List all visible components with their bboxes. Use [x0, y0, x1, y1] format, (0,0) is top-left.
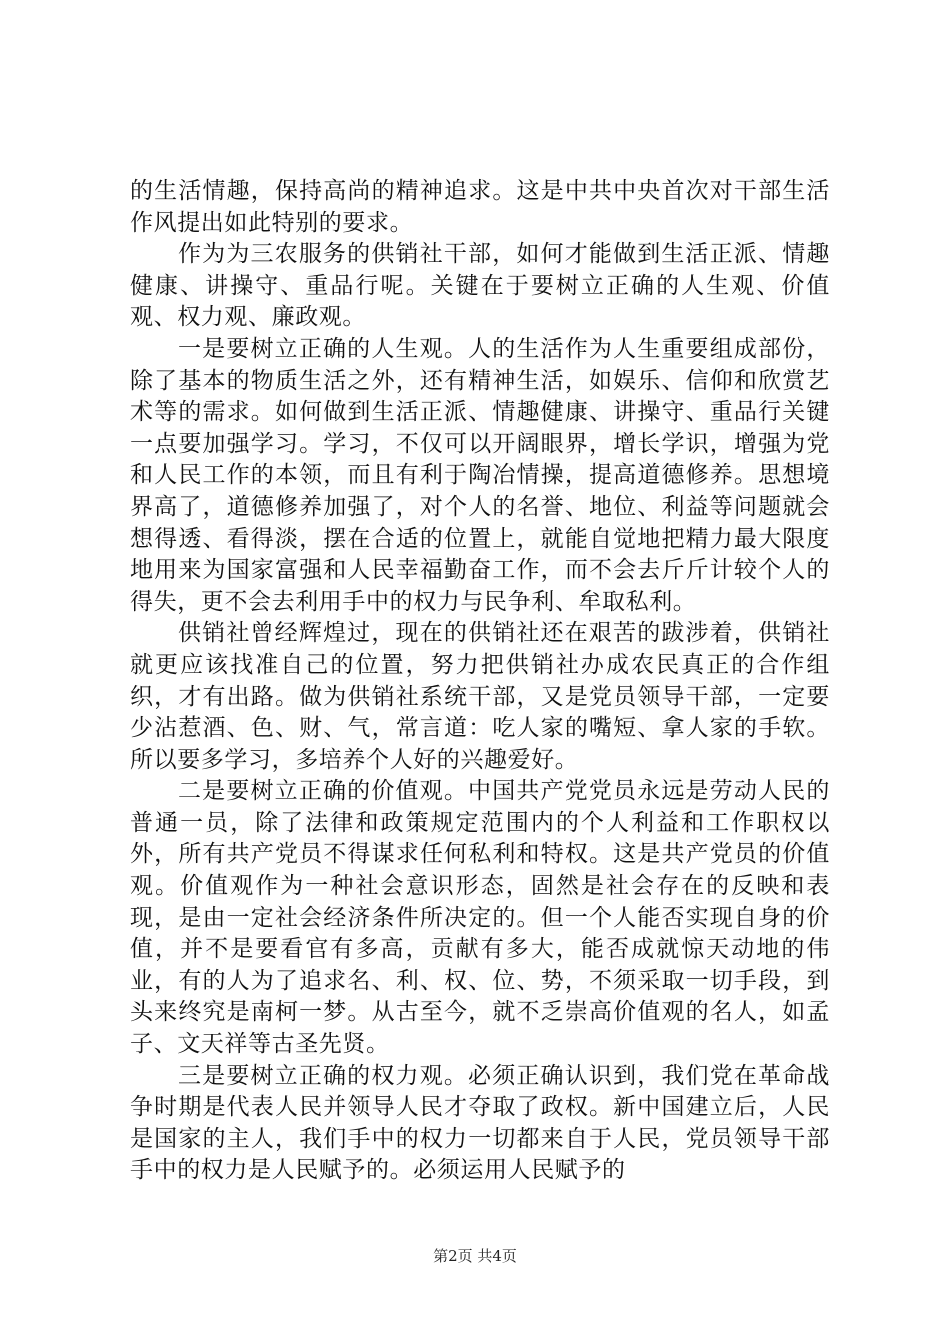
- paragraph-continuation: 的生活情趣，保持高尚的精神追求。这是中共中央首次对干部生活作风提出如此特别的要求。: [130, 178, 830, 236]
- paragraph-outlook-on-life: 一是要树立正确的人生观。人的生活作为人生重要组成部份，除了基本的物质生活之外，还有精神生活，如娱乐、信仰和欣赏艺术等的需求。如何做到生活正派、情趣健康、讲操守、重品行关键一点要加强学习。学习，不仅可以开阔眼界，增长学识，增强为党和人民工作的本领，而且有利于陶冶情操，提高道德修养。思想境界高了，道德修养加强了，对个人的名誉、地位、利益等问题就会想得透、看得淡，摆在合适的位置上，就能自觉地把精力最大限度地用来为国家富强和人民幸福勤奋工作，而不会去斤斤计较个人的得失，更不会去利用手中的权力与民争利、牟取私利。: [130, 335, 830, 615]
- paragraph-values: 二是要树立正确的价值观。中国共产党党员永远是劳动人民的普通一员，除了法律和政策规定范围内的个人利益和工作职权以外，所有共产党员不得谋求任何私利和特权。这是共产党员的价值观。价值观作为一种社会意识形态，固然是社会存在的反映和表现，是由一定社会经济条件所决定的。但一个人能否实现自身的价值，并不是要看官有多高，贡献有多大，能否成就惊天动地的伟业，有的人为了追求名、利、权、位、势，不须采取一切手段，到头来终究是南柯一梦。从古至今，就不乏崇高价值观的名人，如孟子、文天祥等古圣先贤。: [130, 778, 830, 1058]
- document-body: [130, 176, 830, 1187]
- paragraph-supply-cooperative: 供销社曾经辉煌过，现在的供销社还在艰苦的跋涉着，供销社就更应该找准自己的位置，努力把供销社办成农民真正的合作组织，才有出路。做为供销社系统干部，又是党员领导干部，一定要少沾惹酒、色、财、气，常言道：吃人家的嘴短、拿人家的手软。所以要多学习，多培养个人好的兴趣爱好。: [130, 620, 830, 773]
- page-number-footer: 第2页 共4页: [433, 1247, 517, 1265]
- paragraph-intro: 作为为三农服务的供销社干部，如何才能做到生活正派、情趣健康、讲操守、重品行呢。关键在于要树立正确的人生观、价值观、权力观、廉政观。: [130, 241, 830, 331]
- paragraph-power: 三是要树立正确的权力观。必须正确认识到，我们党在革命战争时期是代表人民并领导人民才夺取了政权。新中国建立后，人民是国家的主人，我们手中的权力一切都来自于人民，党员领导干部手中的权力是人民赋予的。必须运用人民赋予的: [130, 1062, 830, 1184]
